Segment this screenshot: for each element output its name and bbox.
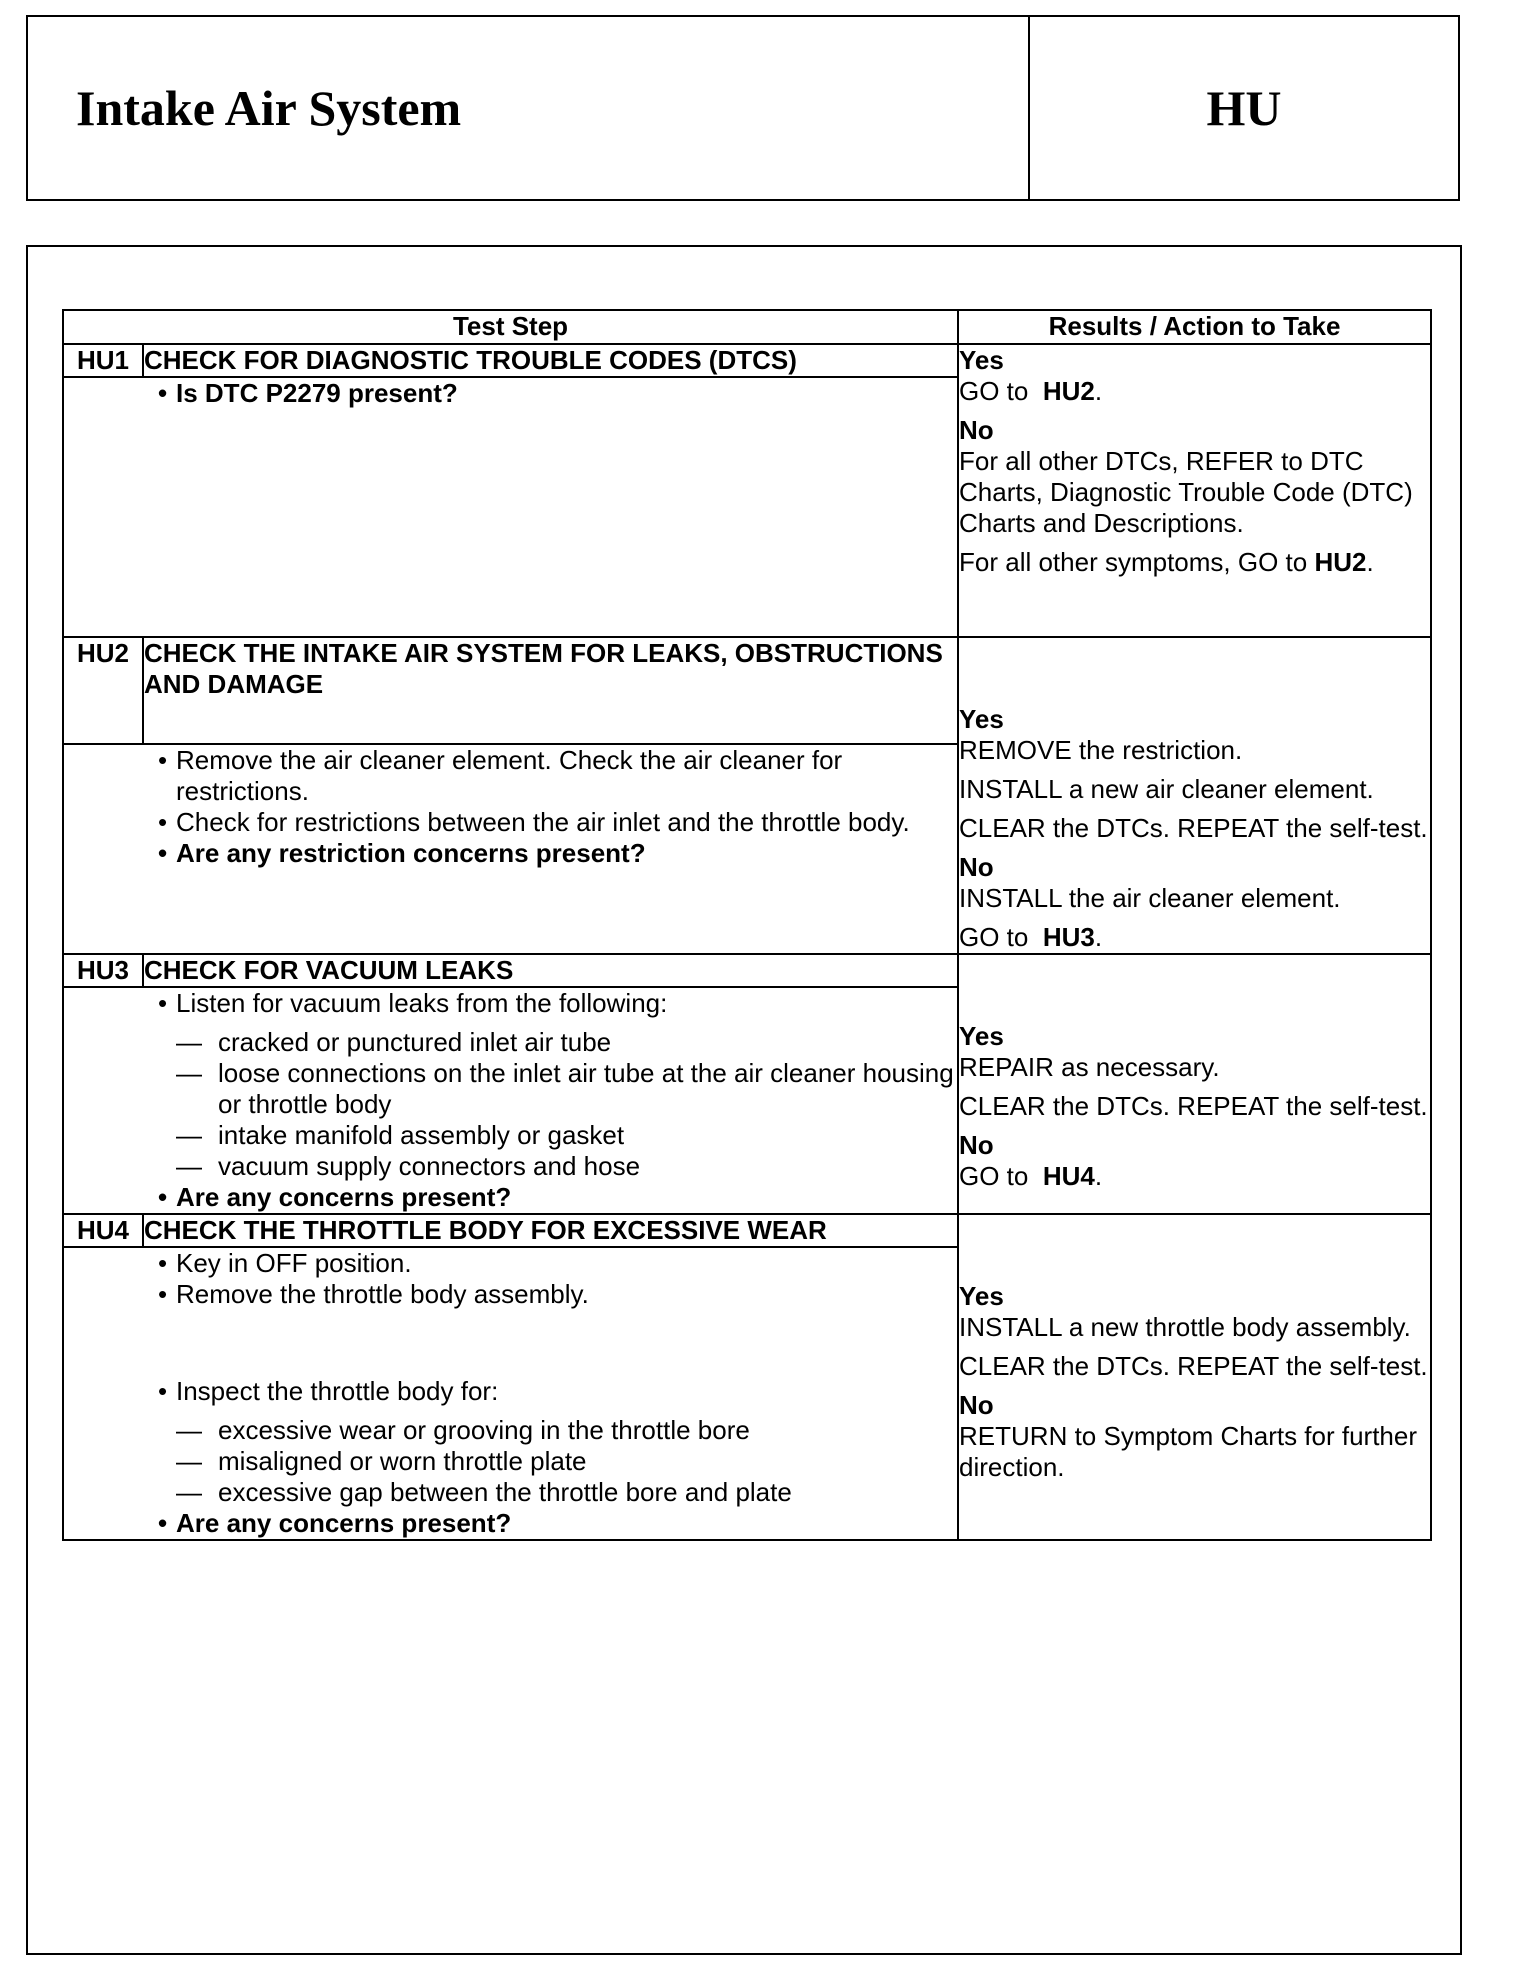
no-label: No — [959, 852, 994, 882]
results-header: Results / Action to Take — [958, 310, 1431, 344]
step-instruction: • Check for restrictions between the air inlet and the throttle body. — [64, 807, 957, 838]
step-title: CHECK FOR VACUUM LEAKS — [143, 954, 958, 987]
header-code-cell — [1030, 17, 1458, 199]
dash-list — [176, 1027, 957, 1182]
step-bullet-list — [64, 378, 957, 409]
no-action: For all other DTCs, REFER to DTC Charts, Diagnostic Trouble Code (DTC) Charts and Descriptions. — [959, 446, 1413, 538]
content-frame — [26, 245, 1462, 1955]
step-id: HU3 — [63, 954, 143, 987]
diagnostic-table — [62, 309, 1432, 1541]
step-hu3-title-row — [63, 954, 1431, 987]
no-label: No — [959, 1130, 994, 1160]
section-code: HU — [1206, 80, 1282, 136]
step-hu2-title-row — [63, 637, 1431, 744]
step-id: HU2 — [63, 637, 143, 744]
step-question: • Is DTC P2279 present? — [64, 378, 957, 409]
yes-label: Yes — [959, 345, 1004, 375]
step-hu1-body — [63, 377, 958, 637]
dash-item: — loose connections on the inlet air tube at the air cleaner housing or throttle body — [176, 1058, 957, 1120]
step-hu4-body — [63, 1247, 958, 1540]
step-hu1-results — [958, 344, 1431, 637]
yes-action: CLEAR the DTCs. REPEAT the self-test. — [959, 1091, 1428, 1121]
step-question: • Are any restriction concerns present? — [64, 838, 957, 869]
action-text: For all other symptoms, GO to — [959, 547, 1308, 577]
no-action-goto: GO to HU3. — [959, 922, 1103, 952]
page-title: Intake Air System — [76, 80, 462, 136]
page-header — [26, 15, 1460, 201]
instruction-text: Inspect the throttle body for: — [176, 1376, 499, 1406]
dash-item: — misaligned or worn throttle plate — [176, 1446, 957, 1477]
dash-item: — excessive gap between the throttle bore and plate — [176, 1477, 957, 1508]
yes-action: REPAIR as necessary. — [959, 1052, 1220, 1082]
no-action: INSTALL the air cleaner element. — [959, 883, 1341, 913]
yes-action: INSTALL a new air cleaner element. — [959, 774, 1374, 804]
step-reference: HU3 — [1042, 922, 1095, 952]
step-reference: HU4 — [1042, 1161, 1095, 1191]
dash-item: — vacuum supply connectors and hose — [176, 1151, 957, 1182]
step-bullet-list — [64, 988, 957, 1213]
action-text: GO to — [959, 376, 1029, 406]
header-title-cell — [28, 17, 1030, 199]
step-instruction — [64, 1376, 957, 1508]
test-step-header: Test Step — [63, 310, 958, 344]
dash-item: — cracked or punctured inlet air tube — [176, 1027, 957, 1058]
step-instruction — [64, 988, 957, 1182]
action-text: GO to — [959, 1161, 1029, 1191]
instruction-text: Listen for vacuum leaks from the following: — [176, 988, 668, 1018]
yes-action: CLEAR the DTCs. REPEAT the self-test. — [959, 813, 1428, 843]
step-id: HU4 — [63, 1214, 143, 1247]
step-reference: HU2 — [1314, 547, 1367, 577]
step-hu2-results — [958, 637, 1431, 954]
step-hu4-results — [958, 1214, 1431, 1540]
no-action-symptoms: For all other symptoms, GO to HU2. — [959, 547, 1374, 577]
step-hu4-title-row — [63, 1214, 1431, 1247]
yes-label: Yes — [959, 704, 1004, 734]
no-action: RETURN to Symptom Charts for further direction. — [959, 1421, 1418, 1482]
dash-item: — excessive wear or grooving in the throttle bore — [176, 1415, 957, 1446]
dash-list — [176, 1415, 957, 1508]
step-reference: HU2 — [1042, 376, 1095, 406]
step-bullet-list — [64, 1248, 957, 1539]
spacer — [64, 1310, 957, 1376]
action-text: GO to — [959, 922, 1029, 952]
yes-action: CLEAR the DTCs. REPEAT the self-test. — [959, 1351, 1428, 1381]
yes-action: REMOVE the restriction. — [959, 735, 1243, 765]
step-question: • Are any concerns present? — [64, 1508, 957, 1539]
step-instruction: • Remove the air cleaner element. Check the air cleaner for restrictions. — [64, 745, 957, 807]
table-header-row — [63, 310, 1431, 344]
step-title: CHECK THE INTAKE AIR SYSTEM FOR LEAKS, OBSTRUCTIONS AND DAMAGE — [143, 637, 958, 744]
step-id: HU1 — [63, 344, 143, 377]
step-hu3-results — [958, 954, 1431, 1214]
step-title: CHECK FOR DIAGNOSTIC TROUBLE CODES (DTCS) — [143, 344, 958, 377]
no-label: No — [959, 1390, 994, 1420]
step-hu1-title-row — [63, 344, 1431, 377]
no-label: No — [959, 415, 994, 445]
step-title: CHECK THE THROTTLE BODY FOR EXCESSIVE WEAR — [143, 1214, 958, 1247]
step-question: • Are any concerns present? — [64, 1182, 957, 1213]
no-action-goto: GO to HU4. — [959, 1161, 1103, 1191]
step-instruction: • Key in OFF position. — [64, 1248, 957, 1279]
dash-item: — intake manifold assembly or gasket — [176, 1120, 957, 1151]
step-instruction: • Remove the throttle body assembly. — [64, 1279, 957, 1310]
step-hu2-body — [63, 744, 958, 954]
yes-action: GO to HU2. — [959, 376, 1103, 406]
yes-action: INSTALL a new throttle body assembly. — [959, 1312, 1411, 1342]
yes-label: Yes — [959, 1021, 1004, 1051]
step-hu3-body — [63, 987, 958, 1214]
yes-label: Yes — [959, 1281, 1004, 1311]
step-bullet-list — [64, 745, 957, 869]
